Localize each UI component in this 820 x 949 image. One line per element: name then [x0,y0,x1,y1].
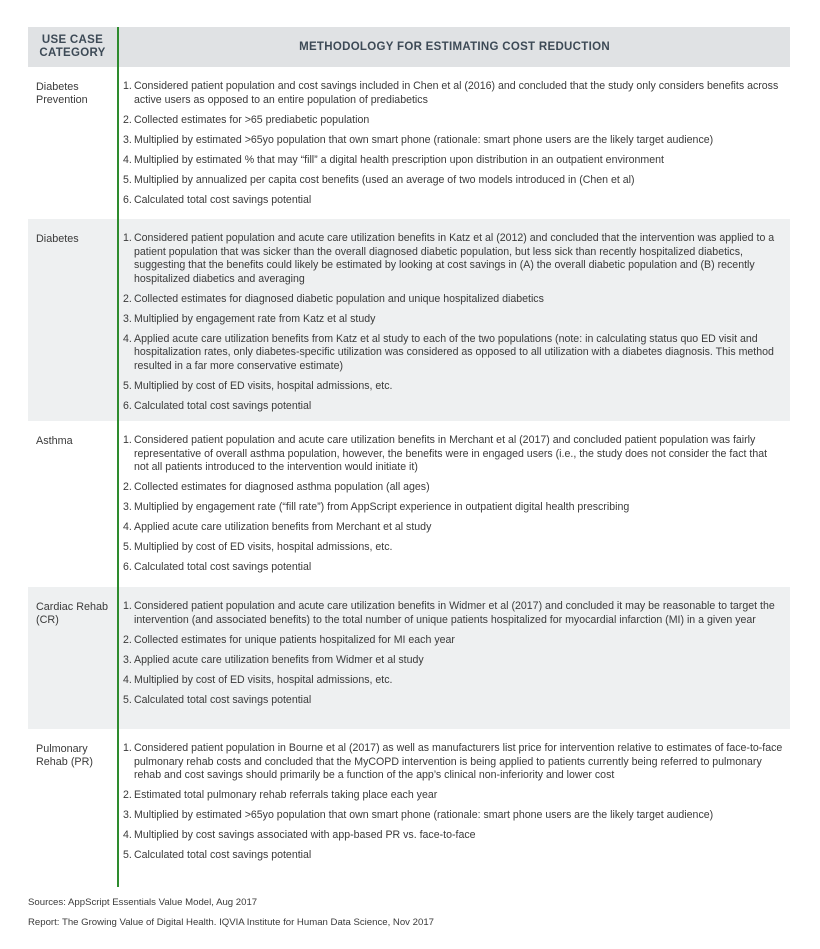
step-number: 4. [123,153,132,166]
step-text: Calculated total cost savings potential [134,193,312,206]
methodology-steps [117,729,790,889]
step-text: Calculated total cost savings potential [134,849,312,861]
step-text: Calculated total cost savings potential [134,399,312,412]
step-text: Calculated total cost savings potential [134,693,312,706]
step-text: Multiplied by cost savings associated with app-based PR vs. face-to-face [134,829,476,841]
methodology-step [123,154,784,168]
methodology-step [123,541,784,555]
table-header [28,27,790,67]
step-number: 5. [123,379,132,392]
methodology-step [123,481,784,495]
step-text: Multiplied by cost of ED visits, hospital admissions, etc. [134,379,393,392]
methodology-step [123,232,784,286]
table-row [28,67,790,219]
methodology-step [123,742,784,783]
step-number: 1. [123,742,132,754]
step-number: 3. [123,653,132,666]
methodology-step [123,521,784,535]
step-text: Considered patient population in Bourne et al (2017) as well as manufacturers list price for intervention relative to estimates of face-to-face pulmonary rehab costs and concluded that the MyCOPD intervention is being applied to patients currently being referred to pulmonary rehab and cost savings should primarily be a function of the app’s clinical non-inferiority and lower cost [134,742,783,781]
methodology-step [123,194,784,208]
footer-report: Report: The Growing Value of Digital Health. IQVIA Institute for Human Data Science, Nov 2017 [28,917,434,928]
step-text: Multiplied by annualized per capita cost benefits (used an average of two models introduced in (Chen et al) [134,173,635,186]
methodology-step [123,694,784,708]
use-case-category: Diabetes Prevention [36,81,88,106]
step-text: Applied acute care utilization benefits from Katz et al study to each of the two populations (note: in calculating status quo ED visit and hospitalization rates, only diabetes-specific utilization was considered as opposed to all utilization with a diabetes diagnosis. This method resulted in a far more conservative estimate) [134,332,774,372]
step-number: 5. [123,173,132,186]
methodology-step [123,654,784,668]
step-text: Multiplied by engagement rate (“fill rate”) from AppScript experience in outpatient digital health prescribing [134,501,630,513]
methodology-step [123,333,784,374]
step-number: 6. [123,193,132,206]
methodology-steps [117,219,790,421]
methodology-step [123,829,784,843]
methodology-steps [117,587,790,729]
methodology-step [123,134,784,148]
step-text: Considered patient population and acute care utilization benefits in Merchant et al (2017) and concluded patient population was fairly representative of overall asthma population, however, the benefits were in engaged users (i.e., the study does not consider the fact that not all patients introduced to the intervention would initiate it) [134,434,768,473]
column-divider [117,27,119,887]
methodology-step [123,434,784,475]
methodology-step [123,380,784,394]
use-case-category: Diabetes [36,233,79,245]
step-text: Multiplied by estimated >65yo population that own smart phone (rationale: smart phone users are the likely target audience) [134,809,714,821]
step-text: Applied acute care utilization benefits from Merchant et al study [134,521,432,533]
step-number: 4. [123,332,132,345]
table-row [28,219,790,421]
step-text: Calculated total cost savings potential [134,561,312,573]
methodology-step [123,293,784,307]
table-row [28,421,790,587]
step-number: 3. [123,312,132,325]
table-row [28,587,790,729]
step-text: Collected estimates for unique patients hospitalized for MI each year [134,633,455,646]
step-text: Collected estimates for diagnosed asthma population (all ages) [134,481,430,493]
step-text: Multiplied by engagement rate from Katz et al study [134,312,376,325]
step-number: 4. [123,673,132,686]
methodology-step [123,80,784,107]
step-number: 2. [123,481,132,493]
use-case-category: Pulmonary Rehab (PR) [36,743,94,768]
methodology-table [28,27,790,889]
step-number: 3. [123,501,132,513]
step-text: Multiplied by estimated >65yo population that own smart phone (rationale: smart phone users are the likely target audience) [134,133,714,146]
methodology-step [123,674,784,688]
header-methodology: METHODOLOGY FOR ESTIMATING COST REDUCTION [299,41,610,53]
step-text: Multiplied by estimated % that may “fill” a digital health prescription upon distribution in an outpatient environment [134,153,664,166]
step-number: 5. [123,849,132,861]
methodology-step [123,313,784,327]
step-number: 2. [123,292,132,305]
methodology-step [123,561,784,575]
step-text: Estimated total pulmonary rehab referrals taking place each year [134,789,438,801]
methodology-step [123,809,784,823]
step-number: 1. [123,434,132,446]
methodology-steps [117,67,790,219]
step-number: 1. [123,232,132,244]
table-body [28,67,790,889]
step-number: 2. [123,113,132,126]
step-number: 1. [123,600,132,612]
methodology-step [123,174,784,188]
use-case-category: Asthma [36,435,73,447]
step-number: 5. [123,541,132,553]
step-number: 2. [123,633,132,646]
step-text: Collected estimates for >65 prediabetic population [134,113,370,126]
step-text: Multiplied by cost of ED visits, hospital admissions, etc. [134,541,393,553]
step-text: Considered patient population and cost savings included in Chen et al (2016) and concluded that the study only considers benefits across active users as opposed to an entire population of prediabetics [134,80,779,106]
methodology-step [123,600,784,627]
methodology-step [123,634,784,648]
step-number: 4. [123,521,132,533]
step-number: 5. [123,693,132,706]
step-text: Collected estimates for diagnosed diabetic population and unique hospitalized diabetics [134,292,544,305]
step-text: Multiplied by cost of ED visits, hospital admissions, etc. [134,673,393,686]
step-text: Considered patient population and acute care utilization benefits in Katz et al (2012) and concluded that the intervention was applied to a patient population that was sicker than the overall diagnosed diabetic population, but less sick than recently hospitalized diabetics, suggesting that the benefits could likely be estimated by looking at cost savings in (A) the overall diabetic population and (B) recently hospitalized diabetics and averaging [134,232,775,285]
step-number: 1. [123,80,132,92]
table-row [28,729,790,889]
methodology-step [123,789,784,803]
methodology-steps [117,421,790,587]
methodology-step [123,849,784,863]
use-case-category: Cardiac Rehab (CR) [36,601,109,626]
step-number: 4. [123,829,132,841]
step-number: 6. [123,561,132,573]
header-use-case-category: USE CASE CATEGORY [39,34,106,59]
step-number: 2. [123,789,132,801]
footer-sources: Sources: AppScript Essentials Value Model, Aug 2017 [28,897,258,908]
step-number: 3. [123,809,132,821]
methodology-step [123,114,784,128]
step-text: Considered patient population and acute care utilization benefits in Widmer et al (2017) and concluded it may be reasonable to target the intervention (and associated benefits) to the total number of unique patients hospitalized for myocardial infarction (MI) in a given year [134,600,775,626]
methodology-step [123,501,784,515]
step-number: 3. [123,133,132,146]
methodology-step [123,400,784,414]
step-text: Applied acute care utilization benefits from Widmer et al study [134,653,424,666]
step-number: 6. [123,399,132,412]
